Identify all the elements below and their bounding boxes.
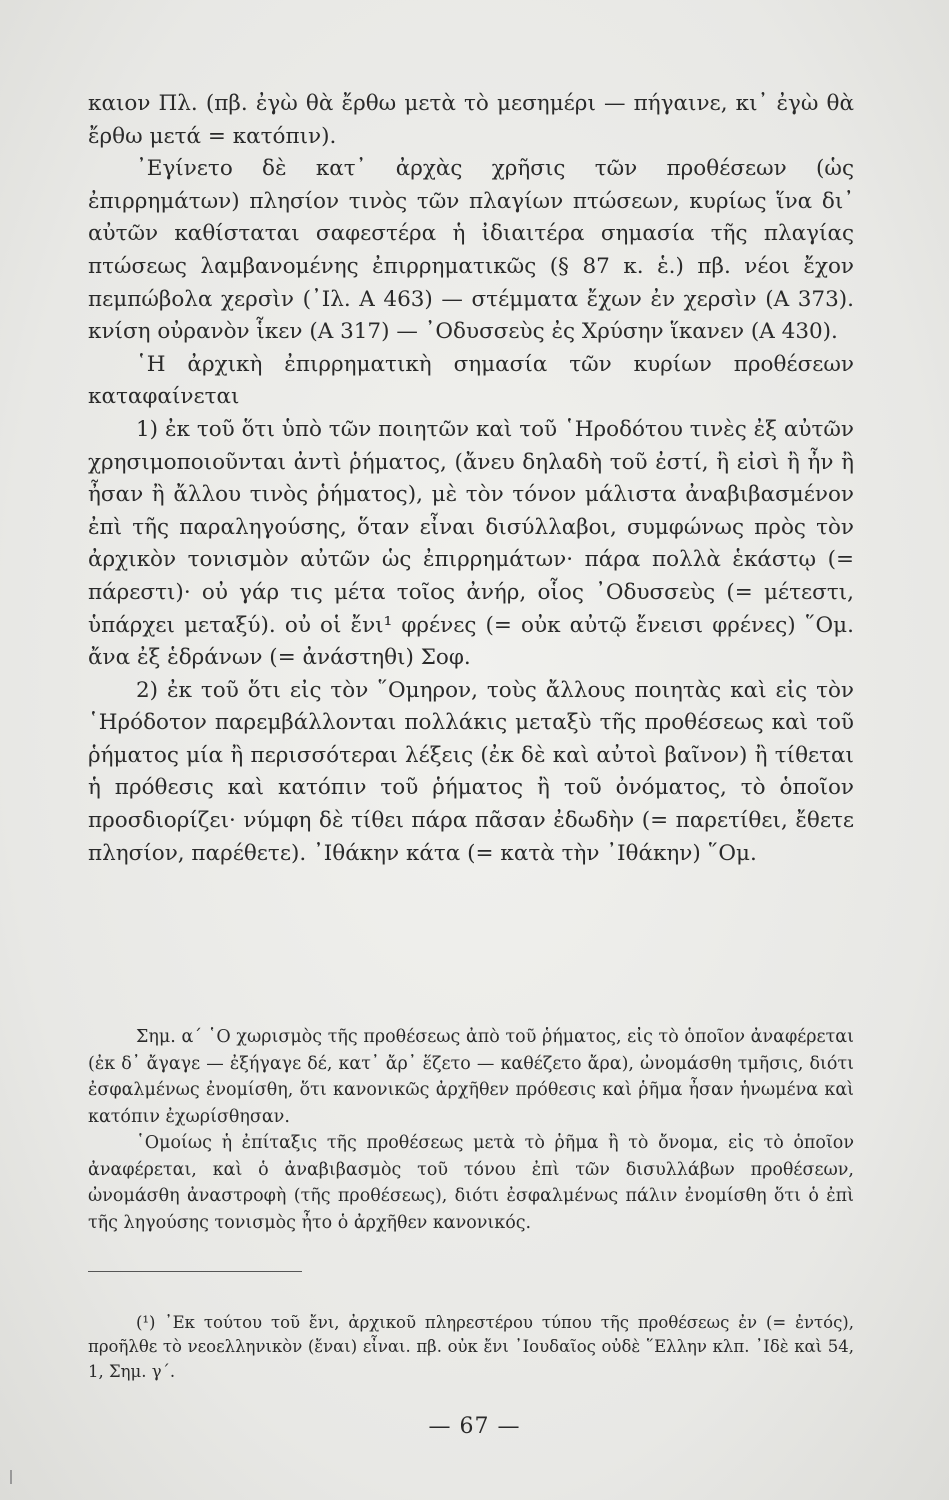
- paragraph-3: ῾Η ἀρχικὴ ἐπιρρηματικὴ σημασία τῶν κυρίων προθέσεων καταφαίνεται: [88, 351, 854, 410]
- paragraph-4: 1) ἐκ τοῦ ὅτι ὑπὸ τῶν ποιητῶν καὶ τοῦ ῾Ηροδότου τινὲς ἐξ αὐτῶν χρησιμοποιοῦνται ἀντὶ ῥήματος, (ἄνευ δηλαδὴ τοῦ ἐστί, ἢ εἰσὶ ἢ ἦν ἢ ἦσαν ἢ ἄλλου τινὸς ῥήματος), μὲ τὸν τόνον μάλιστα ἀναβιβασμένον ἐπὶ τῆς παραληγούσης, ὅταν εἶναι δισύλλαβοι, συμφώνως πρὸς τὸν ἀρχικὸν τονισμὸν αὐτῶν ὡς ἐπιρρημάτων· πάρα πολλὰ ἑκάστῳ (= πάρεστι)· οὐ γάρ τις μέτα τοῖος ἀνήρ, οἷος ᾽Οδυσσεὺς (= μέτεστι, ὑπάρχει μεταξύ). οὐ οἱ ἔνι¹ φρένες (= οὐκ αὐτῷ ἔνεισι φρένες) ῞Ομ. ἄνα ἐξ ἑδράνων (= ἀνάστηθι) Σοφ.: [88, 416, 854, 671]
- footnote-text: (¹) ᾽Εκ τούτου τοῦ ἔνι, ἀρχικοῦ πληρεστέρου τύπου τῆς προθέσεως ἐν (= ἐντός), προῆλθε τὸ νεοελληνικὸν (ἔναι) εἶναι. πβ. οὐκ ἔνι ᾽Ιουδαῖος οὐδὲ ῞Ελλην κλπ. ᾽Ιδὲ καὶ 54, 1, Σημ. γ΄.: [88, 1312, 854, 1381]
- page-number: — 67 —: [428, 1414, 521, 1439]
- paragraph-5: 2) ἐκ τοῦ ὅτι εἰς τὸν ῞Ομηρον, τοὺς ἄλλους ποιητὰς καὶ εἰς τὸν ῾Ηρόδοτον παρεμβάλλονται πολλάκις μεταξὺ τῆς προθέσεως καὶ τοῦ ῥήματος μία ἢ περισσότεραι λέξεις (ἐκ δὲ καὶ αὐτοὶ βαῖνον) ἢ τίθεται ἡ πρόθεσις καὶ κατόπιν τοῦ ῥήματος ἢ τοῦ ὀνόματος, τὸ ὁποῖον προσδιορίζει· νύμφη δὲ τίθει πάρα πᾶσαν ἐδωδὴν (= παρετίθει, ἔθετε πλησίον, παρέθετε). ᾽Ιθάκην κάτα (= κατὰ τὴν ᾽Ιθάκην) ῞Ομ.: [88, 677, 854, 866]
- footnote-divider: [88, 1271, 302, 1272]
- footnote: [88, 1294, 854, 1401]
- paragraph-1: καιον Πλ. (πβ. ἐγὼ θὰ ἔρθω μετὰ τὸ μεσημέρι — πήγαινε, κι᾽ ἐγὼ θὰ ἔρθω μετά = κατόπιν).: [88, 91, 854, 149]
- margin-mark: [10, 1470, 12, 1484]
- note-paragraph-2: ῾Ομοίως ἡ ἐπίταξις τῆς προθέσεως μετὰ τὸ ῥῆμα ἢ τὸ ὄνομα, εἰς τὸ ὁποῖον ἀναφέρεται, καὶ ὁ ἀναβιβασμὸς τοῦ τόνου ἐπὶ τῶν δισυλλάβων προθέσεων, ὠνομάσθη ἀναστροφὴ (τῆς προθέσεως), διότι ἐσφαλμένως πάλιν ἐνομίσθη ὅτι ὁ ἐπὶ τῆς ληγούσης τονισμὸς ἦτο ὁ ἀρχῆθεν κανονικός.: [88, 1133, 854, 1233]
- main-text: [88, 88, 854, 870]
- paragraph-2: ᾽Εγίνετο δὲ κατ᾽ ἀρχὰς χρῆσις τῶν προθέσεων (ὡς ἐπιρρημάτων) πλησίον τινὸς τῶν πλαγίων πτώσεων, κυρίως ἵνα δι᾽ αὐτῶν καθίσταται σαφεστέρα ἡ ἰδιαιτέρα σημασία τῆς πλαγίας πτώσεως λαμβανομένης ἐπιρρηματικῶς (§ 87 κ. ἑ.) πβ. νέοι ἔχον πεμπώβολα χερσὶν (᾽Ιλ. Α 463) — στέμματα ἔχων ἐν χερσὶν (Α 373). κνίση οὐρανὸν ἷκεν (Α 317) — ᾽Οδυσσεὺς ἐς Χρύσην ἵκανεν (Α 430).: [88, 156, 854, 345]
- note-paragraph-1: Σημ. α΄ ῾Ο χωρισμὸς τῆς προθέσεως ἀπὸ τοῦ ῥήματος, εἰς τὸ ὁποῖον ἀναφέρεται (ἐκ δ᾽ ἄγαγε — ἐξήγαγε δέ, κατ᾽ ἄρ᾽ ἕζετο — καθέζετο ἄρα), ὠνομάσθη τμῆσις, διότι ἐσφαλμένως ἐνομίσθη, ὅτι κανονικῶς ἀρχῆθεν πρόθεσις καὶ ῥῆμα ἦσαν ἡνωμένα καὶ κατόπιν ἐχωρίσθησαν.: [88, 1027, 854, 1127]
- note-section: [88, 1024, 854, 1236]
